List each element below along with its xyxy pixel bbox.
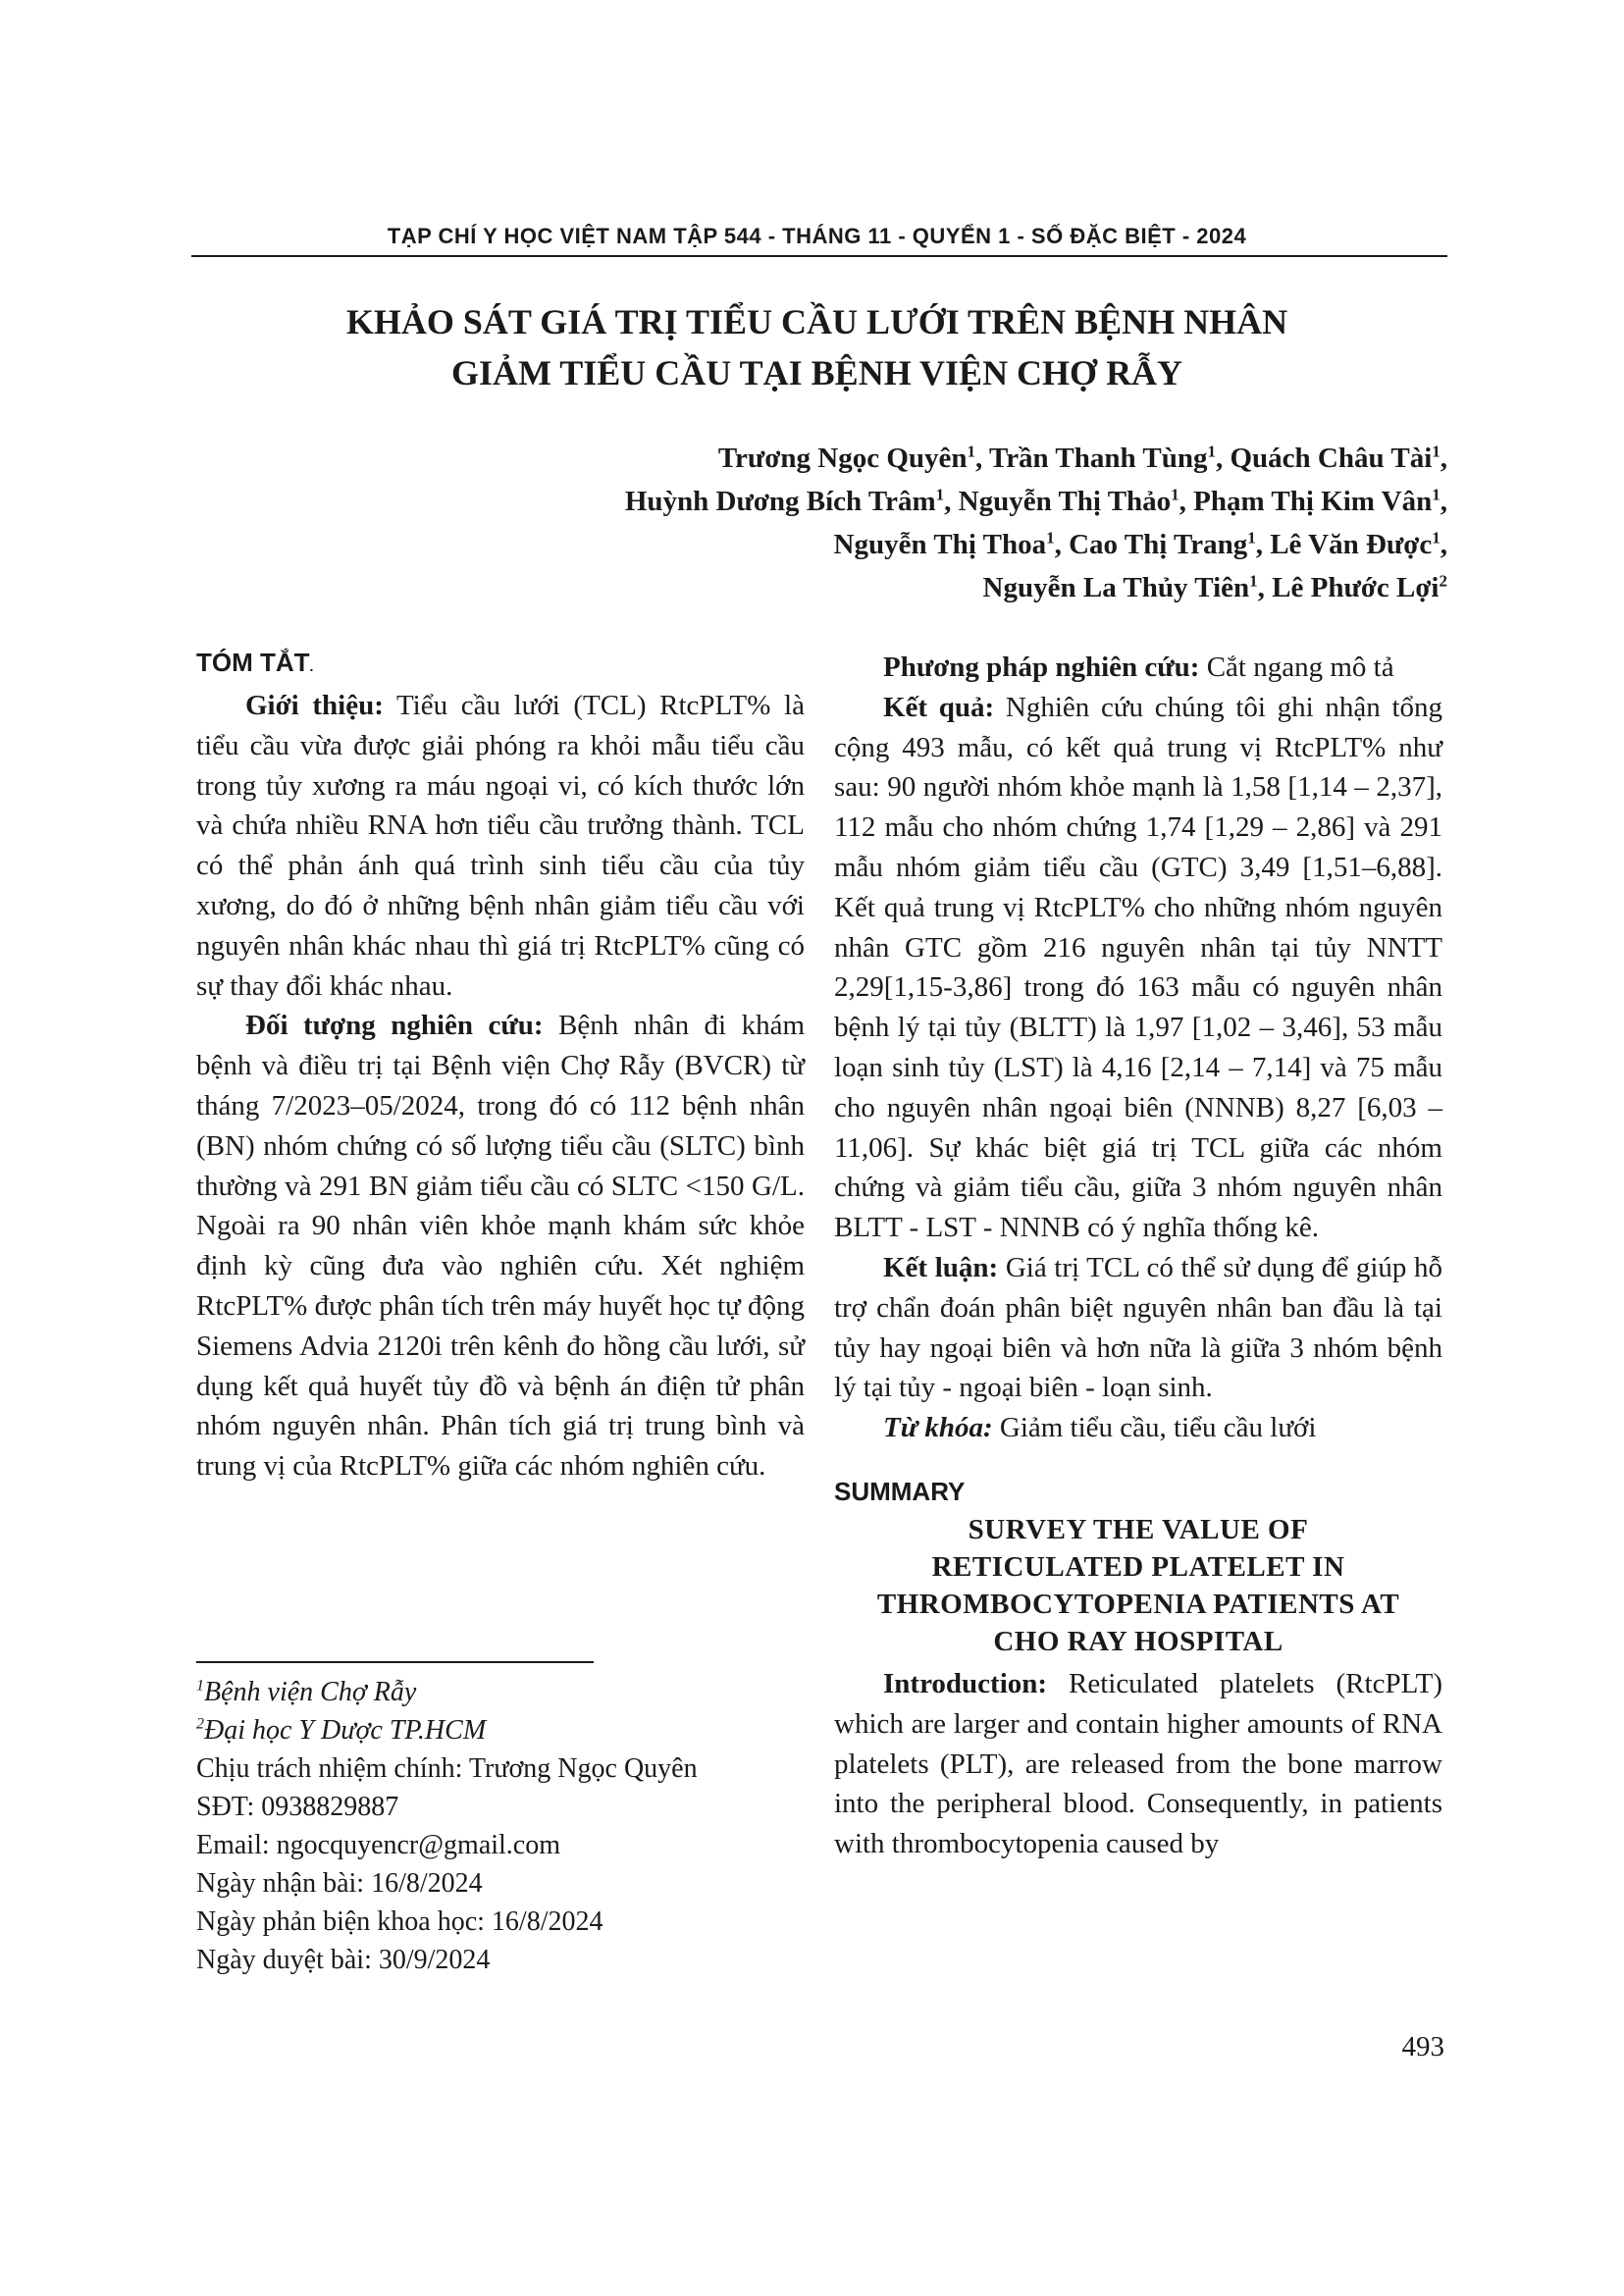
author-name: Phạm Thị Kim Vân bbox=[1193, 486, 1433, 517]
footnote-marker: 1 bbox=[196, 1677, 204, 1695]
date-received: Ngày nhận bài: 16/8/2024 bbox=[196, 1868, 483, 1899]
affiliation-marker: 1 bbox=[935, 485, 945, 504]
author-name: Trương Ngọc Quyên bbox=[717, 443, 968, 474]
methods-label: Phương pháp nghiên cứu: bbox=[883, 652, 1200, 683]
abstract-subjects bbox=[196, 1006, 805, 1487]
conclusion-text: Giá trị TCL có thể sử dụng để giúp hỗ trợ chẩn đoán phân biệt nguyên nhân ban đầu là tại tủy hay ngoại biên và hơn nữa là giữa 3 nhóm bệnh lý tại tủy - ngoại biên - loạn sinh. bbox=[834, 1251, 1442, 1404]
affiliation-marker: 2 bbox=[1439, 571, 1447, 591]
summary-title-line-3: THROMBOCYTOPENIA PATIENTS AT bbox=[876, 1588, 1400, 1620]
author-name: Lê Văn Được bbox=[1270, 529, 1433, 560]
author-name: Cao Thị Trang bbox=[1069, 529, 1248, 560]
summary-title-line-1: SURVEY THE VALUE OF bbox=[968, 1513, 1309, 1545]
subjects-label: Đối tượng nghiên cứu: bbox=[245, 1010, 544, 1042]
author-line-4 bbox=[368, 566, 1447, 609]
author-separator: , bbox=[1215, 443, 1231, 474]
affiliation-1-text: Bệnh viện Chợ Rẫy bbox=[204, 1677, 417, 1707]
email: Email: ngocquyencr@gmail.com bbox=[196, 1830, 561, 1860]
abstract-keywords bbox=[834, 1408, 1442, 1448]
abstract-conclusion bbox=[834, 1248, 1442, 1408]
summary-introduction bbox=[834, 1664, 1442, 1864]
abstract-heading-dot: . bbox=[309, 658, 314, 674]
author-name: Trần Thanh Tùng bbox=[989, 443, 1208, 474]
left-column bbox=[196, 643, 805, 1487]
author-separator: , bbox=[1257, 572, 1273, 603]
footnote-marker: 2 bbox=[196, 1715, 204, 1733]
author-separator: , bbox=[1054, 529, 1070, 560]
author-separator: , bbox=[1255, 529, 1271, 560]
affiliation-1 bbox=[196, 1673, 805, 1711]
author-separator: , bbox=[1179, 486, 1194, 517]
methods-text: Cắt ngang mô tả bbox=[1199, 652, 1394, 683]
author-separator: , bbox=[975, 443, 989, 474]
title-line-1: KHẢO SÁT GIÁ TRỊ TIỂU CẦU LƯỚI TRÊN BỆNH NHÂN bbox=[345, 302, 1288, 341]
affiliation-2 bbox=[196, 1711, 805, 1749]
abstract-introduction bbox=[196, 686, 805, 1006]
affiliation-marker: 1 bbox=[1171, 485, 1179, 504]
abstract-heading bbox=[196, 643, 805, 686]
date-accepted: Ngày duyệt bài: 30/9/2024 bbox=[196, 1945, 491, 1975]
author-name: Nguyễn La Thủy Tiên bbox=[982, 572, 1250, 603]
results-label: Kết quả: bbox=[883, 691, 995, 723]
date-reviewed: Ngày phản biện khoa học: 16/8/2024 bbox=[196, 1906, 603, 1937]
corresponding-author: Chịu trách nhiệm chính: Trương Ngọc Quyên bbox=[196, 1753, 698, 1784]
author-separator: , bbox=[944, 486, 959, 517]
author-name: Huỳnh Dương Bích Trâm bbox=[624, 486, 936, 517]
author-line-2: Huỳnh Dương Bích Trâm$^1$, Nguyễn Thị Thảo$^1$, Phạm Thị Kim Vân$^1$, bbox=[624, 485, 1447, 517]
author-name: Nguyễn Thị Thoa bbox=[833, 529, 1047, 560]
summary-heading: SUMMARY bbox=[834, 1476, 966, 1506]
author-line-3: Nguyễn Thị Thoa$^1$, Cao Thị Trang$^1$, Lê Văn Được$^1$, bbox=[833, 528, 1447, 560]
footnote-rule bbox=[196, 1661, 594, 1663]
article-title bbox=[191, 296, 1442, 398]
abstract-results bbox=[834, 688, 1442, 1248]
intro-label: Giới thiệu: bbox=[245, 690, 384, 721]
phone: SĐT: 0938829887 bbox=[196, 1792, 399, 1822]
keywords-label: Từ khóa: bbox=[883, 1412, 993, 1444]
affiliation-marker: 1 bbox=[1432, 442, 1441, 461]
author-name: Quách Châu Tài bbox=[1230, 443, 1433, 474]
conclusion-label: Kết luận: bbox=[883, 1251, 999, 1283]
journal-header: TẠP CHÍ Y HỌC VIỆT NAM TẬP 544 - THÁNG 11 - QUYỂN 1 - SỐ ĐẶC BIỆT - 2024 bbox=[387, 224, 1247, 248]
title-line-2: GIẢM TIỂU CẦU TẠI BỆNH VIỆN CHỢ RẪY bbox=[450, 353, 1183, 392]
author-name: Lê Phước Lợi bbox=[1272, 572, 1440, 603]
summary-title-line-4: CHO RAY HOSPITAL bbox=[993, 1625, 1283, 1657]
affiliation-marker: 1 bbox=[1247, 528, 1256, 548]
author-list bbox=[368, 437, 1447, 609]
summary-title bbox=[834, 1511, 1442, 1660]
results-text: Nghiên cứu chúng tôi ghi nhận tổng cộng 493 mẫu, có kết quả trung vị RtcPLT% như sau: 90 người nhóm khỏe mạnh là 1,58 [1,14 – 2,37], 112 mẫu cho nhóm chứng 1,74 [1,29 – 2,86] và 291 mẫu nhóm giảm tiểu cầu (GTC) 3,49 [1,51–6,88]. Kết quả trung vị RtcPLT% cho những nhóm nguyên nhân GTC gồm 216 nguyên nhân tại tủy NNTT 2,29[1,15-3,86] trong đó 163 mẫu có nguyên nhân bệnh lý tại tủy (BLTT) là 1,97 [1,02 – 3,46], 53 mẫu loạn sinh tủy (LST) là 4,16 [2,14 – 7,14] và 75 mẫu cho nguyên nhân ngoại biên (NNNB) 8,27 [6,03 – 11,06]. Sự khác biệt giá trị TCL giữa các nhóm chứng và giảm tiểu cầu, giữa 3 nhóm nguyên nhân BLTT - LST - NNNB có ý nghĩa thống kê. bbox=[834, 691, 1443, 1244]
abstract-methods bbox=[834, 648, 1442, 688]
author-line-1: Trương Ngọc Quyên$^1$, Trần Thanh Tùng$^1$, Quách Châu Tài$^1$, bbox=[717, 442, 1447, 474]
affiliation-marker: 1 bbox=[967, 442, 976, 461]
summary-intro-text: Reticulated platelets (RtcPLT) which are larger and contain higher amounts of RNA platelets (PLT), are released from the bone marrow into the peripheral blood. Consequently, in patients with thrombocytopenia caused by bbox=[834, 1667, 1442, 1860]
affiliation-marker: 1 bbox=[1207, 442, 1216, 461]
author-name: Nguyễn Thị Thảo bbox=[958, 486, 1172, 517]
page-number: 493 bbox=[1401, 2031, 1444, 2062]
affiliation-2-text: Đại học Y Dược TP.HCM bbox=[204, 1715, 487, 1746]
affiliation-marker: 1 bbox=[1432, 528, 1441, 548]
right-column bbox=[834, 648, 1442, 1864]
abstract-heading-text: TÓM TẮT bbox=[196, 648, 310, 677]
affiliation-marker: 1 bbox=[1249, 571, 1258, 591]
keywords-text: Giảm tiểu cầu, tiểu cầu lưới bbox=[992, 1412, 1317, 1444]
header-rule bbox=[191, 255, 1447, 257]
affiliation-marker: 1 bbox=[1046, 528, 1055, 548]
summary-title-line-2: RETICULATED PLATELET IN bbox=[931, 1550, 1345, 1583]
intro-text: Tiểu cầu lưới (TCL) RtcPLT% là tiểu cầu vừa được giải phóng ra khỏi mẫu tiểu cầu trong tủy xương ra máu ngoại vi, có kích thước lớn và chứa nhiều RNA hơn tiểu cầu trưởng thành. TCL có thể phản ánh quá trình sinh tiểu cầu của tủy xương, do đó ở những bệnh nhân giảm tiểu cầu với nguyên nhân khác nhau thì giá trị RtcPLT% cũng có sự thay đổi khác nhau. bbox=[196, 690, 805, 1002]
subjects-text: Bệnh nhân đi khám bệnh và điều trị tại Bệnh viện Chợ Rẫy (BVCR) từ tháng 7/2023–05/2024, trong đó có 112 bệnh nhân (BN) nhóm chứng có số lượng tiểu cầu (SLTC) bình thường và 291 BN giảm tiểu cầu có SLTC <150 G/L. Ngoài ra 90 nhân viên khỏe mạnh khám sức khỏe định kỳ cũng đưa vào nghiên cứu. Xét nghiệm RtcPLT% được phân tích trên máy huyết học tự động Siemens Advia 2120i trên kênh đo hồng cầu lưới, sử dụng kết quả huyết tủy đồ và bệnh án điện tử phân nhóm nguyên nhân. Phân tích giá trị trung bình và trung vị của RtcPLT% giữa các nhóm nghiên cứu. bbox=[196, 1010, 806, 1483]
footnotes bbox=[196, 1673, 805, 1979]
summary-intro-label: Introduction: bbox=[883, 1667, 1048, 1699]
affiliation-marker: 1 bbox=[1432, 485, 1441, 504]
